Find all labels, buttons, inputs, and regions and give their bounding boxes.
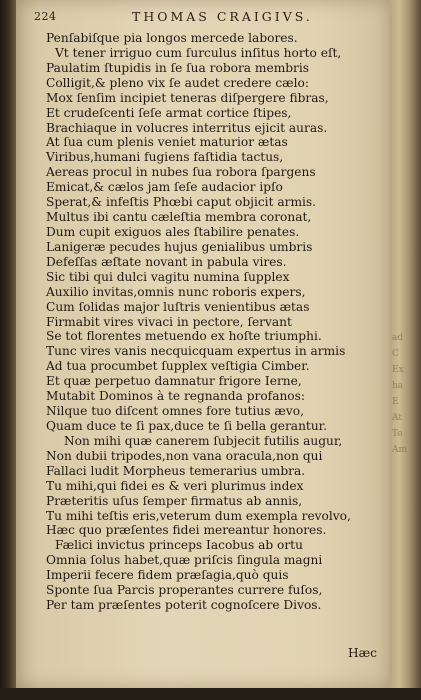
book-page xyxy=(16,0,390,688)
catchword: Hæc xyxy=(348,646,377,660)
scan-bottom-border xyxy=(0,688,421,700)
edge-letter: C xyxy=(392,349,399,359)
verse-line: Paulatim ſtupidis in ſe ſua robora membris xyxy=(46,60,310,75)
verse-line: Multus ibi cantu cæleſtia membra coronat, xyxy=(46,210,312,225)
verse-line: Præteritis uſus ſemper firmatus ab annis, xyxy=(46,493,303,508)
verse-line: Sponte ſua Parcis properantes currere fuſos, xyxy=(46,583,323,598)
verse-line: Per tam præſentes poterit cognoſcere Divos. xyxy=(46,598,322,613)
verse-line: Tunc vires vanis necquicquam expertus in armis xyxy=(46,344,346,359)
verse-line: Dum cupit exiguos ales ſtabilire penates. xyxy=(46,224,300,239)
verse-line: Penſabiſque pia longos mercede labores. xyxy=(46,31,298,45)
edge-letter: Te xyxy=(392,429,403,439)
verse-line: Sic tibi qui dulci vagitu numina ſupplex xyxy=(46,269,290,284)
verse-line: Se tot florentes metuendo ex hoſte triumphi. xyxy=(46,329,322,344)
verse-line: Et quæ perpetuo damnatur frigore Ierne, xyxy=(46,374,302,389)
verse-text xyxy=(46,31,391,613)
verse-line: Fælici invictus princeps Iacobus ab ortu xyxy=(55,538,303,553)
verse-line: At ſua cum plenis veniet maturior ætas xyxy=(46,135,288,150)
verse-line: Hæc quo præſentes fidei mereantur honores. xyxy=(46,523,327,538)
verse-line: Sperat,& infeſtis Phœbi caput objicit armis. xyxy=(46,195,317,210)
verse-line: Auxilio invitas,omnis nunc roboris expers, xyxy=(46,284,306,299)
verse-line: Aereas procul in nubes ſua robora ſpargens xyxy=(46,165,316,180)
next-page-bleed xyxy=(392,330,420,510)
verse-line: Colligit,& pleno vix ſe audet credere cælo: xyxy=(46,75,309,90)
verse-line: Et crudeſcenti ſeſe armat cortice ſtipes, xyxy=(46,105,292,120)
verse-line: Tu mihi,qui fidei es & veri plurimus index xyxy=(46,478,304,493)
verse-line: Viribus,humani fugiens faſtidia tactus, xyxy=(46,150,284,165)
page-number: 224 xyxy=(34,10,57,23)
verse-line: Cum ſolidas major luſtris venientibus ætas xyxy=(46,299,310,314)
verse-line: Mutabit Dominos à te regnanda profanos: xyxy=(46,389,306,404)
page-header xyxy=(28,4,394,26)
verse-line: Nilque tuo diſcent omnes fore tutius ævo, xyxy=(46,404,304,419)
edge-letter: ad xyxy=(392,333,404,343)
verse-line: Defeſſas æſtate novant in pabula vires. xyxy=(46,254,287,269)
verse-line: Mox ſenſim incipiet teneras diſpergere fibras, xyxy=(46,90,329,105)
verse-line: Tu mihi teſtis eris,veterum dum exempla revolvo, xyxy=(46,508,351,523)
verse-line: Fallaci ludit Morpheus temerarius umbra. xyxy=(46,463,306,478)
verse-line: Firmabit vires vivaci in pectore, ſervant xyxy=(46,314,292,329)
book-gutter xyxy=(0,0,16,700)
edge-letter: Ex xyxy=(392,365,404,375)
edge-letter: At xyxy=(392,413,402,423)
edge-letter: ha xyxy=(392,381,404,391)
verse-line: Lanigeræ pecudes hujus genialibus umbris xyxy=(46,239,313,254)
verse-line: Vt tener irriguo cum ſurculus inſitus horto eſt, xyxy=(55,45,342,60)
verse-line: Non dubii tripodes,non vana oracula,non qui xyxy=(46,448,323,463)
verse-line: Imperii fecere fidem præſagia,quò quis xyxy=(46,568,289,583)
verse-line: Omnia ſolus habet,quæ priſcis ſingula magni xyxy=(46,553,323,568)
verse-line: Emicat,& cælos jam ſeſe audacior ipſo xyxy=(46,180,283,195)
verse-line: Quam duce te ſi pax,duce te ſi bella gerantur. xyxy=(46,418,328,433)
edge-letter: E xyxy=(392,397,399,407)
verse-line: Brachiaque in volucres interritus ejicit auras. xyxy=(46,120,328,135)
verse-line: Non mihi quæ canerem ſubjecit futilis augur, xyxy=(64,433,343,448)
edge-letter: Am xyxy=(392,445,408,455)
verse-line: Ad tua procumbet ſupplex veſtigia Cimber. xyxy=(46,359,310,374)
running-title: THOMAS CRAIGIVS. xyxy=(132,9,313,24)
